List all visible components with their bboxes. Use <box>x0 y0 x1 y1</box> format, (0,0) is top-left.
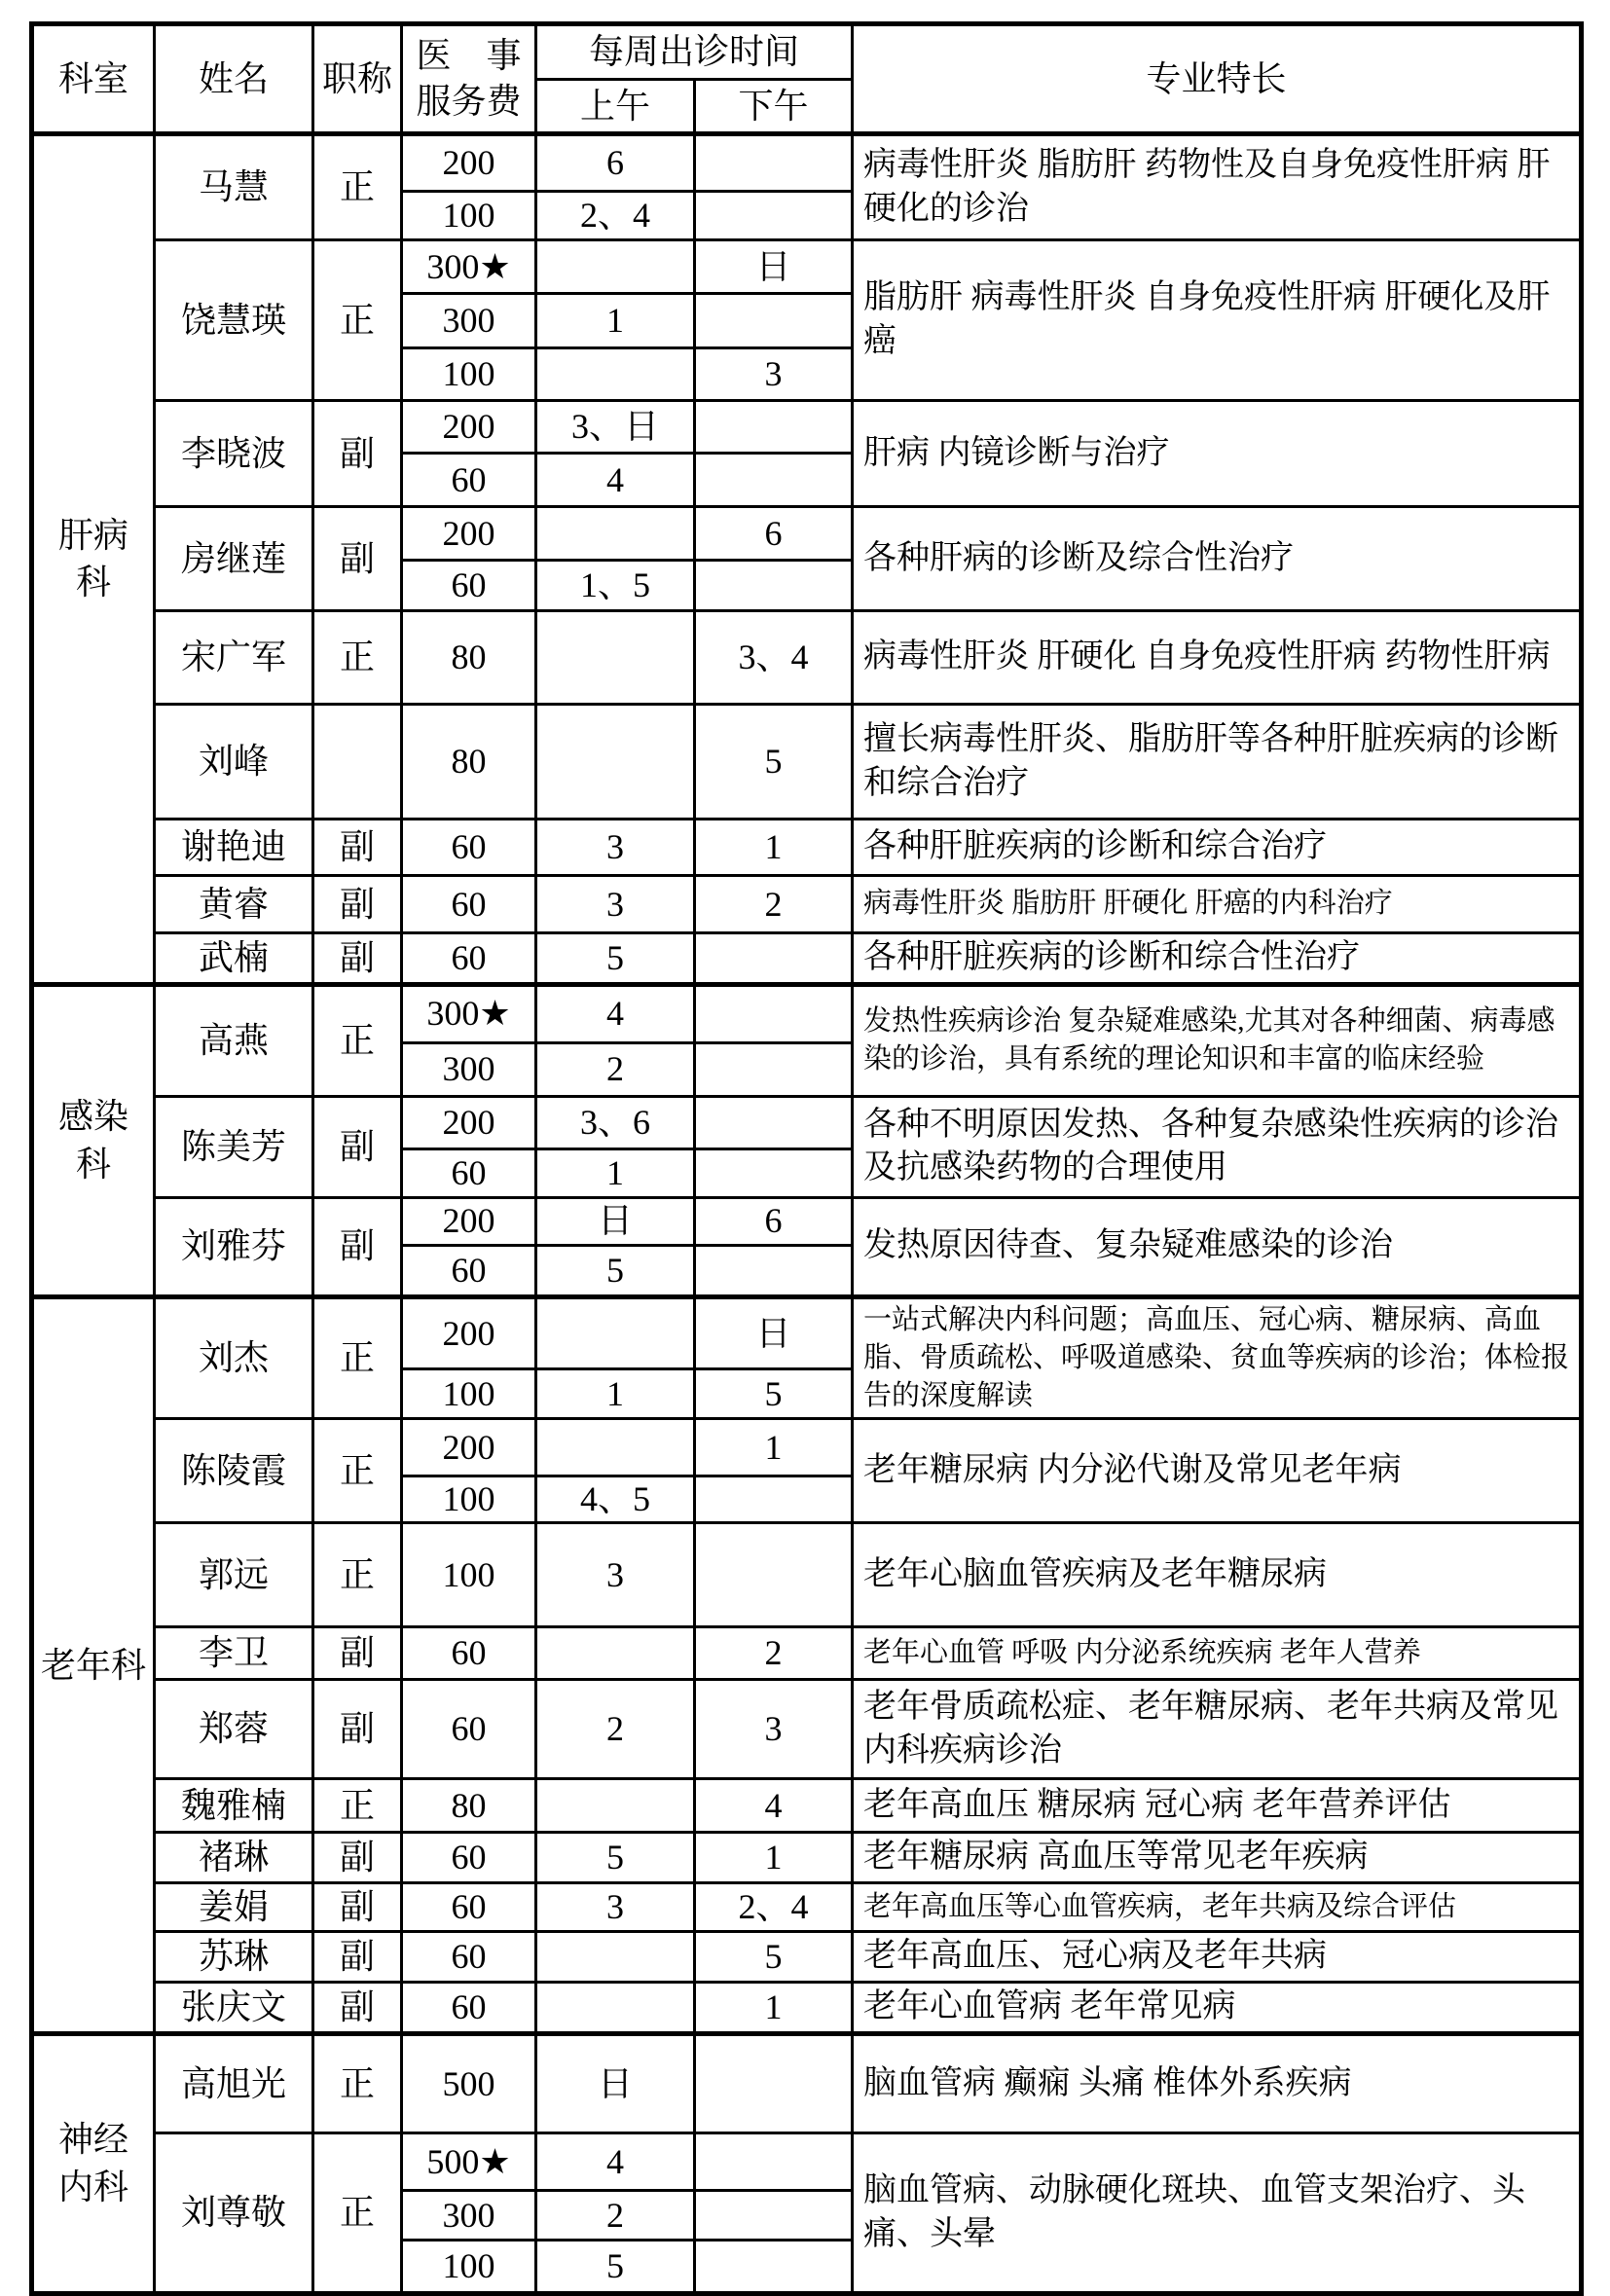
fee-cell: 200 <box>402 1197 536 1245</box>
specialty-cell: 脑血管病、动脉硬化斑块、血管支架治疗、头痛、头晕 <box>853 2133 1582 2294</box>
am-cell <box>536 507 695 561</box>
pm-cell: 2 <box>695 1627 853 1680</box>
pm-cell <box>695 454 853 507</box>
am-cell <box>536 240 695 294</box>
fee-cell: 100 <box>402 1476 536 1523</box>
specialty-cell: 老年糖尿病 高血压等常见老年疾病 <box>853 1833 1582 1883</box>
specialty-cell: 各种不明原因发热、各种复杂感染性疾病的诊治及抗感染药物的合理使用 <box>853 1096 1582 1197</box>
title-cell: 正 <box>313 2034 402 2133</box>
title-cell: 正 <box>313 240 402 401</box>
am-cell: 6 <box>536 134 695 192</box>
fee-cell: 60 <box>402 1833 536 1883</box>
pm-cell: 3、4 <box>695 611 853 705</box>
name-cell: 刘雅芬 <box>155 1197 313 1296</box>
specialty-cell: 各种肝脏疾病的诊断和综合治疗 <box>853 820 1582 876</box>
am-cell: 日 <box>536 1197 695 1245</box>
pm-cell <box>695 984 853 1042</box>
fee-cell: 100 <box>402 2241 536 2294</box>
name-cell: 武楠 <box>155 933 313 985</box>
specialty-cell: 老年心血管病 老年常见病 <box>853 1983 1582 2034</box>
am-cell <box>536 1932 695 1983</box>
pm-cell: 日 <box>695 1296 853 1368</box>
department-cell <box>32 984 155 1296</box>
pm-cell <box>695 134 853 192</box>
pm-cell <box>695 1245 853 1296</box>
pm-cell: 日 <box>695 240 853 294</box>
fee-cell: 200 <box>402 1419 536 1476</box>
fee-cell: 80 <box>402 611 536 705</box>
pm-cell: 1 <box>695 1983 853 2034</box>
pm-cell: 6 <box>695 1197 853 1245</box>
title-cell: 副 <box>313 1833 402 1883</box>
specialty-cell: 脑血管病 癫痫 头痛 椎体外系疾病 <box>853 2034 1582 2133</box>
am-cell: 3 <box>536 876 695 933</box>
specialty-cell: 老年骨质疏松症、老年糖尿病、老年共病及常见内科疾病诊治 <box>853 1680 1582 1779</box>
fee-cell: 200 <box>402 134 536 192</box>
pm-cell <box>695 1148 853 1197</box>
pm-cell <box>695 2034 853 2133</box>
pm-cell: 2 <box>695 876 853 933</box>
am-cell: 1 <box>536 294 695 348</box>
name-cell: 马慧 <box>155 134 313 240</box>
am-cell: 4 <box>536 984 695 1042</box>
am-cell: 3、日 <box>536 401 695 454</box>
am-cell: 5 <box>536 933 695 985</box>
department-line: 老年科 <box>40 1645 146 1685</box>
pm-cell: 1 <box>695 1833 853 1883</box>
title-cell: 正 <box>313 1296 402 1418</box>
department-line: 科 <box>75 563 111 602</box>
title-cell: 正 <box>313 611 402 705</box>
am-cell: 1 <box>536 1369 695 1419</box>
am-cell: 4 <box>536 2133 695 2191</box>
department-cell <box>32 2034 155 2294</box>
name-cell: 姜娟 <box>155 1883 313 1932</box>
am-cell <box>536 705 695 820</box>
name-cell: 刘杰 <box>155 1296 313 1418</box>
name-cell: 李晓波 <box>155 401 313 507</box>
pm-cell: 1 <box>695 1419 853 1476</box>
title-cell: 副 <box>313 820 402 876</box>
title-cell: 正 <box>313 1523 402 1627</box>
fee-cell: 60 <box>402 876 536 933</box>
name-cell: 李卫 <box>155 1627 313 1680</box>
pm-cell: 2、4 <box>695 1883 853 1932</box>
name-cell: 宋广军 <box>155 611 313 705</box>
header-name: 姓名 <box>155 24 313 134</box>
title-cell: 正 <box>313 1779 402 1833</box>
specialty-cell: 老年心血管 呼吸 内分泌系统疾病 老年人营养 <box>853 1627 1582 1680</box>
fee-cell: 80 <box>402 705 536 820</box>
specialty-cell: 肝病 内镜诊断与治疗 <box>853 401 1582 507</box>
pm-cell <box>695 1476 853 1523</box>
am-cell: 3 <box>536 1883 695 1932</box>
title-cell: 正 <box>313 1419 402 1523</box>
pm-cell <box>695 401 853 454</box>
name-cell: 房继莲 <box>155 507 313 611</box>
specialty-cell: 发热原因待查、复杂疑难感染的诊治 <box>853 1197 1582 1296</box>
fee-cell: 60 <box>402 1932 536 1983</box>
specialty-cell: 擅长病毒性肝炎、脂肪肝等各种肝脏疾病的诊断和综合治疗 <box>853 705 1582 820</box>
pm-cell <box>695 1096 853 1148</box>
am-cell <box>536 1983 695 2034</box>
department-line: 肝病 <box>57 515 128 555</box>
fee-cell: 200 <box>402 1096 536 1148</box>
fee-cell: 60 <box>402 1883 536 1932</box>
name-cell: 黄睿 <box>155 876 313 933</box>
fee-cell: 60 <box>402 933 536 985</box>
am-cell <box>536 1627 695 1680</box>
header-department: 科室 <box>32 24 155 134</box>
fee-cell: 60 <box>402 1148 536 1197</box>
pm-cell: 5 <box>695 1369 853 1419</box>
title-cell: 副 <box>313 1983 402 2034</box>
specialty-cell: 各种肝脏疾病的诊断和综合性治疗 <box>853 933 1582 985</box>
title-cell: 正 <box>313 984 402 1096</box>
fee-cell: 200 <box>402 1296 536 1368</box>
pm-cell <box>695 2241 853 2294</box>
header-fee-line2: 服务费 <box>416 82 522 121</box>
fee-cell: 80 <box>402 1779 536 1833</box>
specialty-cell: 各种肝病的诊断及综合性治疗 <box>853 507 1582 611</box>
header-schedule: 每周出诊时间 <box>536 24 853 80</box>
fee-cell: 200 <box>402 401 536 454</box>
fee-cell: 60 <box>402 454 536 507</box>
pm-cell <box>695 1042 853 1096</box>
fee-cell: 100 <box>402 1523 536 1627</box>
doctor-schedule-table <box>29 21 1584 2296</box>
specialty-cell: 病毒性肝炎 肝硬化 自身免疫性肝病 药物性肝病 <box>853 611 1582 705</box>
specialty-cell: 老年高血压等心血管疾病，老年共病及综合评估 <box>853 1883 1582 1932</box>
pm-cell: 3 <box>695 1680 853 1779</box>
fee-cell: 200 <box>402 507 536 561</box>
fee-cell: 60 <box>402 561 536 611</box>
fee-cell: 60 <box>402 1245 536 1296</box>
title-cell: 副 <box>313 1883 402 1932</box>
pm-cell <box>695 2191 853 2241</box>
title-cell: 副 <box>313 1627 402 1680</box>
am-cell: 日 <box>536 2034 695 2133</box>
header-specialty: 专业特长 <box>853 24 1582 134</box>
am-cell <box>536 1296 695 1368</box>
pm-cell: 5 <box>695 1932 853 1983</box>
header-fee <box>402 24 536 134</box>
title-cell: 副 <box>313 1096 402 1197</box>
specialty-cell: 一站式解决内科问题；高血压、冠心病、糖尿病、高血脂、骨质疏松、呼吸道感染、贫血等疾病的诊治；体检报告的深度解读 <box>853 1296 1582 1418</box>
name-cell: 高燕 <box>155 984 313 1096</box>
am-cell <box>536 1779 695 1833</box>
fee-cell: 60 <box>402 1680 536 1779</box>
fee-cell: 300 <box>402 2191 536 2241</box>
fee-cell: 60 <box>402 1627 536 1680</box>
am-cell: 1、5 <box>536 561 695 611</box>
name-cell: 陈陵霞 <box>155 1419 313 1523</box>
title-cell: 副 <box>313 1932 402 1983</box>
am-cell: 3、6 <box>536 1096 695 1148</box>
name-cell: 苏琳 <box>155 1932 313 1983</box>
name-cell: 高旭光 <box>155 2034 313 2133</box>
fee-cell: 100 <box>402 1369 536 1419</box>
pm-cell: 1 <box>695 820 853 876</box>
department-cell <box>32 1296 155 2033</box>
title-cell: 副 <box>313 507 402 611</box>
department-cell <box>32 134 155 985</box>
am-cell: 2 <box>536 2191 695 2241</box>
am-cell <box>536 1419 695 1476</box>
pm-cell <box>695 2133 853 2191</box>
title-cell: 副 <box>313 933 402 985</box>
specialty-cell: 老年糖尿病 内分泌代谢及常见老年病 <box>853 1419 1582 1523</box>
am-cell: 4 <box>536 454 695 507</box>
am-cell: 3 <box>536 820 695 876</box>
department-line: 科 <box>75 1144 111 1184</box>
pm-cell <box>695 192 853 240</box>
name-cell: 魏雅楠 <box>155 1779 313 1833</box>
header-fee-line1: 医 事 <box>416 36 522 76</box>
specialty-cell: 病毒性肝炎 脂肪肝 肝硬化 肝癌的内科治疗 <box>853 876 1582 933</box>
name-cell: 饶慧瑛 <box>155 240 313 401</box>
specialty-cell: 病毒性肝炎 脂肪肝 药物性及自身免疫性肝病 肝硬化的诊治 <box>853 134 1582 240</box>
pm-cell <box>695 933 853 985</box>
specialty-cell: 发热性疾病诊治 复杂疑难感染,尤其对各种细菌、病毒感染的诊治，具有系统的理论知识和丰富的临床经验 <box>853 984 1582 1096</box>
fee-cell: 60 <box>402 820 536 876</box>
am-cell: 3 <box>536 1523 695 1627</box>
am-cell: 5 <box>536 1833 695 1883</box>
specialty-cell: 老年心脑血管疾病及老年糖尿病 <box>853 1523 1582 1627</box>
am-cell <box>536 611 695 705</box>
header-am: 上午 <box>536 80 695 134</box>
pm-cell <box>695 294 853 348</box>
specialty-cell: 老年高血压、冠心病及老年共病 <box>853 1932 1582 1983</box>
header-pm: 下午 <box>695 80 853 134</box>
am-cell: 2、4 <box>536 192 695 240</box>
pm-cell <box>695 1523 853 1627</box>
am-cell: 5 <box>536 1245 695 1296</box>
pm-cell: 4 <box>695 1779 853 1833</box>
name-cell: 郭远 <box>155 1523 313 1627</box>
fee-cell: 300★ <box>402 240 536 294</box>
am-cell: 4、5 <box>536 1476 695 1523</box>
name-cell: 褚琳 <box>155 1833 313 1883</box>
fee-cell: 500 <box>402 2034 536 2133</box>
name-cell: 谢艳迪 <box>155 820 313 876</box>
title-cell: 副 <box>313 401 402 507</box>
department-line: 感染 <box>57 1097 128 1137</box>
fee-cell: 100 <box>402 192 536 240</box>
am-cell: 2 <box>536 1042 695 1096</box>
title-cell <box>313 705 402 820</box>
fee-cell: 500★ <box>402 2133 536 2191</box>
department-line: 内科 <box>57 2168 128 2207</box>
title-cell: 正 <box>313 2133 402 2294</box>
title-cell: 正 <box>313 134 402 240</box>
fee-cell: 100 <box>402 348 536 401</box>
name-cell: 陈美芳 <box>155 1096 313 1197</box>
pm-cell: 3 <box>695 348 853 401</box>
header-title: 职称 <box>313 24 402 134</box>
title-cell: 副 <box>313 876 402 933</box>
fee-cell: 300★ <box>402 984 536 1042</box>
name-cell: 张庆文 <box>155 1983 313 2034</box>
am-cell: 1 <box>536 1148 695 1197</box>
department-line: 神经 <box>57 2120 128 2160</box>
fee-cell: 300 <box>402 1042 536 1096</box>
fee-cell: 300 <box>402 294 536 348</box>
specialty-cell: 脂肪肝 病毒性肝炎 自身免疫性肝病 肝硬化及肝癌 <box>853 240 1582 401</box>
specialty-cell: 老年高血压 糖尿病 冠心病 老年营养评估 <box>853 1779 1582 1833</box>
fee-cell: 60 <box>402 1983 536 2034</box>
pm-cell <box>695 561 853 611</box>
am-cell: 2 <box>536 1680 695 1779</box>
name-cell: 刘尊敬 <box>155 2133 313 2294</box>
pm-cell: 6 <box>695 507 853 561</box>
am-cell: 5 <box>536 2241 695 2294</box>
am-cell <box>536 348 695 401</box>
pm-cell: 5 <box>695 705 853 820</box>
name-cell: 刘峰 <box>155 705 313 820</box>
title-cell: 副 <box>313 1197 402 1296</box>
name-cell: 郑蓉 <box>155 1680 313 1779</box>
title-cell: 副 <box>313 1680 402 1779</box>
